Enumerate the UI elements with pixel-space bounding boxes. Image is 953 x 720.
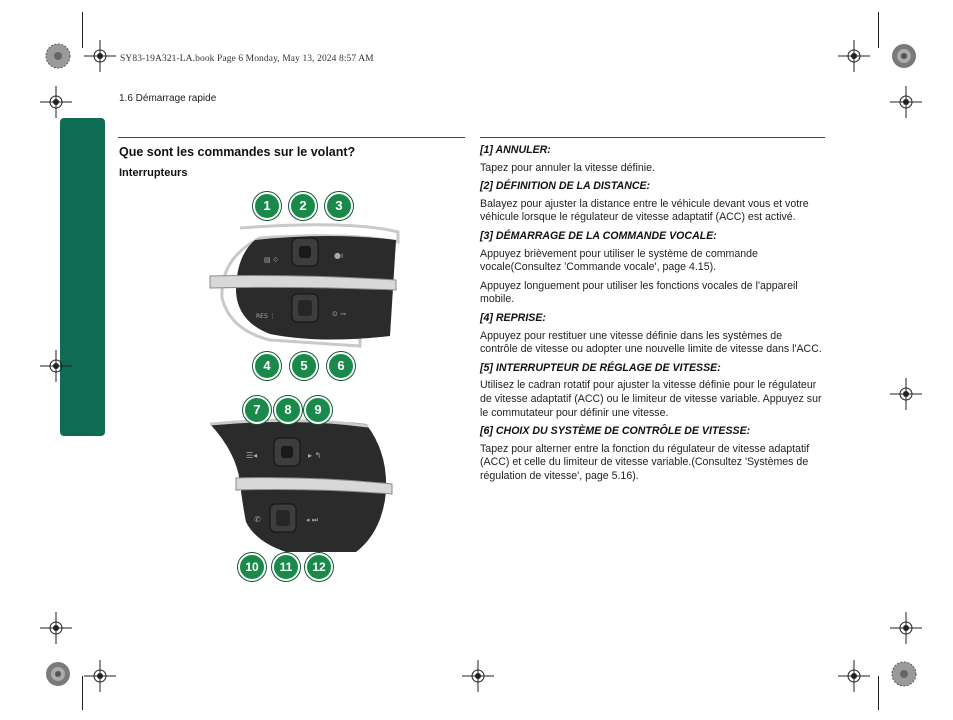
section-paragraph: Tapez pour alterner entre la fonction du régulateur de vitesse adaptatif (ACC) et celle du limiteur de vitesse variable.(Consultez 'Systèmes de régulation de vitesse', page 5.16).: [480, 442, 810, 482]
section-distance: [480, 180, 822, 225]
section-annuler: [480, 144, 822, 175]
crop-line: [82, 12, 83, 48]
callout-badge-11: 11: [272, 553, 300, 581]
section-header: 1.6 Démarrage rapide: [119, 93, 217, 104]
registration-mark-icon: [84, 660, 116, 692]
svg-text:◂ ⏭: ◂ ⏭: [306, 516, 319, 524]
section-heading: [4] REPRISE:: [480, 311, 546, 324]
page-subtitle: Interrupteurs: [119, 167, 188, 179]
section-choix-systeme: [480, 425, 822, 483]
section-heading: [5] INTERRUPTEUR DE RÉGLAGE DE VITESSE:: [480, 361, 721, 374]
registration-mark-icon: [890, 86, 922, 118]
registration-mark-icon: [838, 40, 870, 72]
left-column-rule: [118, 137, 465, 138]
registration-mark-icon: [890, 612, 922, 644]
section-commande-vocale: [480, 230, 822, 307]
svg-text:RES ⋮: RES ⋮: [256, 313, 276, 320]
steering-illustration-bottom: [196, 412, 396, 562]
callout-badge-2: 2: [289, 192, 317, 220]
callout-badge-8: 8: [274, 396, 302, 424]
section-paragraph: Appuyez longuement pour utiliser les fonctions vocales de l'appareil mobile.: [480, 279, 798, 306]
section-heading: [6] CHOIX DU SYSTÈME DE CONTRÔLE DE VITESSE:: [480, 425, 751, 438]
section-heading: [3] DÉMARRAGE DE LA COMMANDE VOCALE:: [480, 229, 717, 242]
section-reglage-vitesse: [480, 362, 822, 420]
color-wheel-icon: [890, 42, 918, 70]
crop-line: [878, 12, 879, 48]
section-heading: [2] DÉFINITION DE LA DISTANCE:: [480, 180, 651, 193]
callout-badge-3: 3: [325, 192, 353, 220]
svg-text:▸ ↰: ▸ ↰: [308, 451, 322, 460]
section-paragraph: Appuyez pour restituer une vitesse définie dans les systèmes de contrôle de vitesse ou adopter une nouvelle limite de vitesse dans l'ACC.: [480, 329, 822, 356]
registration-mark-icon: [84, 40, 116, 72]
section-paragraph: Balayez pour ajuster la distance entre le véhicule devant vous et votre véhicule lorsque le régulateur de vitesse adaptatif (ACC) est activé.: [480, 197, 809, 224]
svg-text:✆: ✆: [254, 515, 261, 524]
callout-badge-4: 4: [253, 352, 281, 380]
color-wheel-icon: [44, 660, 72, 688]
callout-badge-6: 6: [327, 352, 355, 380]
svg-text:☰◂: ☰◂: [246, 451, 258, 460]
registration-mark-icon: [40, 86, 72, 118]
right-column-rule: [480, 137, 825, 138]
svg-text:▤ ⟐: ▤ ⟐: [264, 256, 279, 264]
registration-mark-icon: [40, 350, 72, 382]
svg-text:⊙ ⊸: ⊙ ⊸: [332, 310, 346, 318]
section-reprise: [480, 312, 822, 357]
callout-badge-10: 10: [238, 553, 266, 581]
callout-badge-9: 9: [304, 396, 332, 424]
right-column: [480, 144, 822, 488]
svg-text:●ı: ●ı: [334, 251, 344, 260]
section-heading: [1] ANNULER:: [480, 144, 551, 156]
color-wheel-icon: [44, 42, 72, 70]
page-title: Que sont les commandes sur le volant?: [119, 145, 356, 159]
callout-badge-7: 7: [243, 396, 271, 424]
callout-badge-12: 12: [305, 553, 333, 581]
section-paragraph: Utilisez le cadran rotatif pour ajuster la vitesse définie pour le régulateur de vitesse adaptatif (ACC) ou le limiteur de vitesse variable. Appuyez sur le commutateur pour définir une vitesse.: [480, 379, 822, 419]
registration-mark-icon: [890, 378, 922, 410]
section-paragraph: Appuyez brièvement pour utiliser le système de commande vocale(Consultez 'Commande vocale', page 4.15).: [480, 247, 758, 274]
crop-line: [82, 676, 83, 710]
registration-mark-icon: [40, 612, 72, 644]
callout-badge-5: 5: [290, 352, 318, 380]
print-slug: SY83-19A321-LA.book Page 6 Monday, May 13, 2024 8:57 AM: [120, 54, 374, 64]
section-paragraph: Tapez pour annuler la vitesse définie.: [480, 161, 655, 174]
chapter-tab: [60, 118, 105, 436]
steering-illustration-top: [200, 218, 400, 348]
registration-mark-icon: [838, 660, 870, 692]
crop-line: [878, 676, 879, 710]
callout-badge-1: 1: [253, 192, 281, 220]
registration-mark-icon: [462, 660, 494, 692]
color-wheel-icon: [890, 660, 918, 688]
